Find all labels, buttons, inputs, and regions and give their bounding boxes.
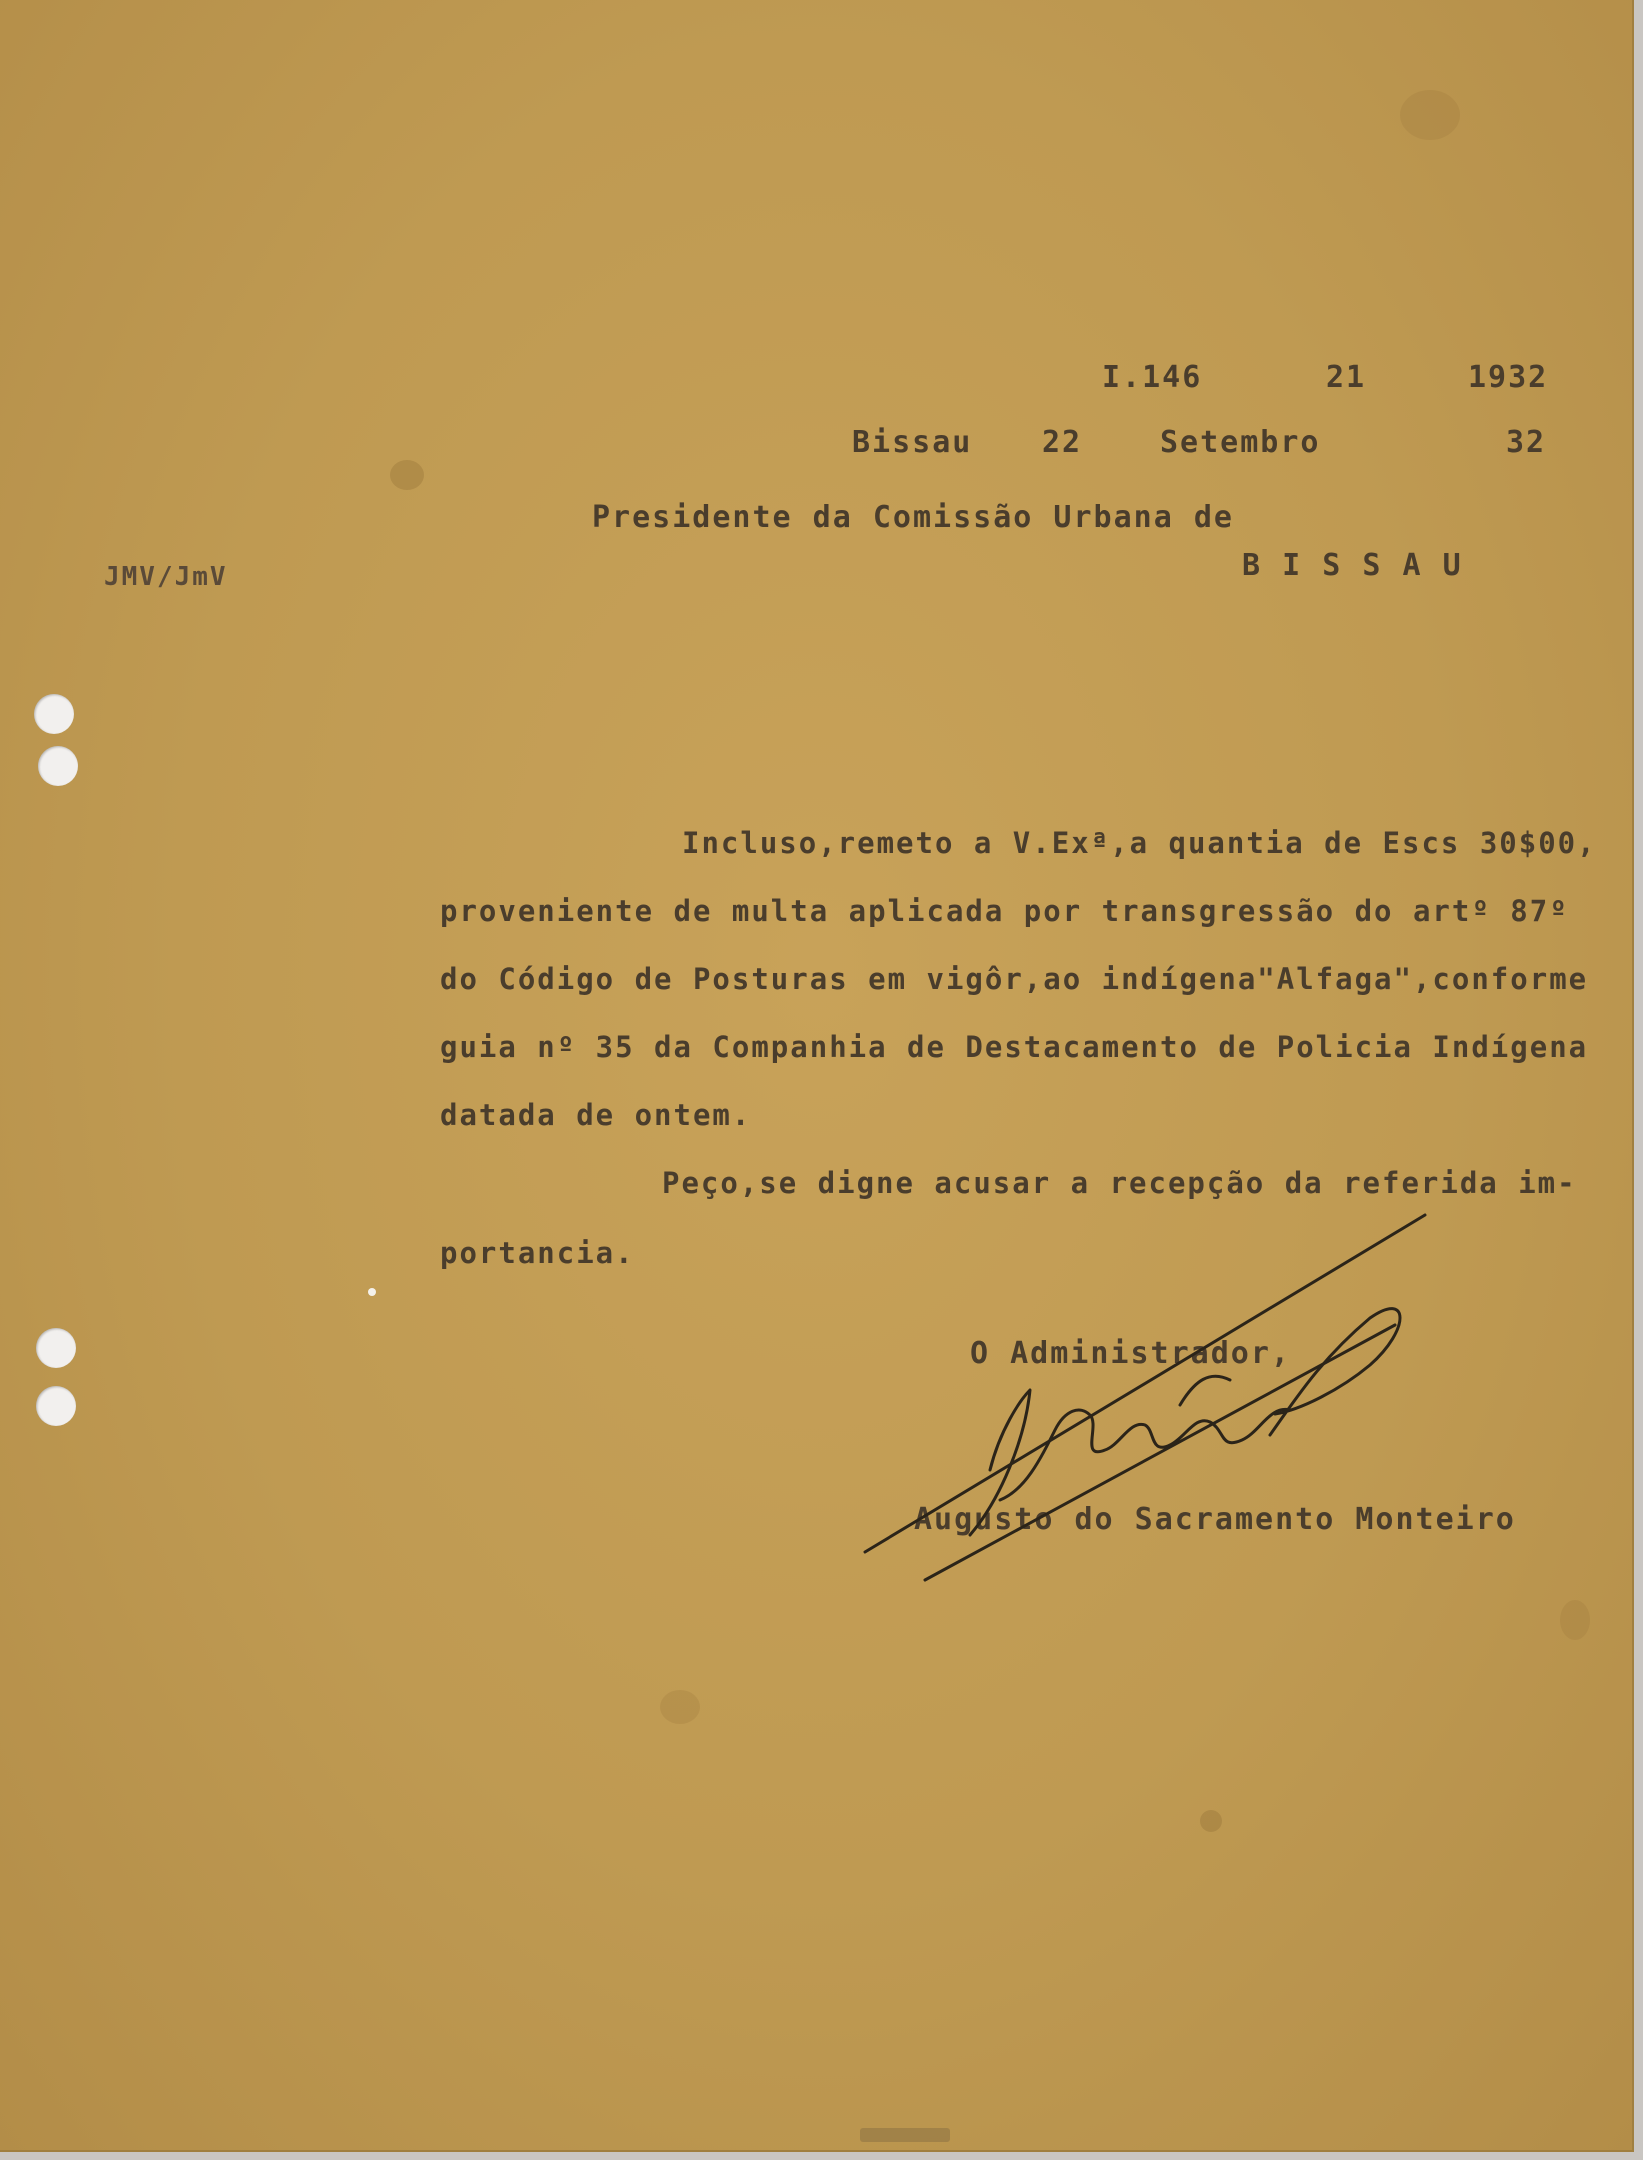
handwritten-signature [850,1200,1430,1600]
date-month: Setembro [1160,425,1321,460]
date-place: Bissau [852,425,973,460]
reference-number: I.146 [1102,360,1203,395]
paper-speck [368,1288,376,1296]
date-day: 22 [1042,425,1083,460]
body-line-5: datada de ontem. [440,1098,752,1132]
paper-stain [390,460,424,490]
typist-initials: JMV/JmV [104,562,228,592]
reference-year: 1932 [1468,360,1549,395]
body-line-6: Peço,se digne acusar a recepção da referida im- [662,1166,1577,1200]
body-line-2: proveniente de multa aplicada por transgressão do artº 87º [440,894,1569,928]
paper-tear [860,2128,950,2142]
paper-stain [660,1690,700,1724]
body-line-7: portancia. [440,1236,635,1270]
body-line-4: guia nº 35 da Companhia de Destacamento de Policia Indígena [440,1030,1589,1064]
body-line-1: Incluso,remeto a V.Exª,a quantia de Escs 30$00, [682,826,1597,860]
punch-hole [38,746,78,786]
paper-stain [1560,1600,1590,1640]
body-line-3: do Código de Posturas em vigôr,ao indígena"Alfaga",conforme [440,962,1589,996]
paper-stain [1400,90,1460,140]
punch-hole [34,694,74,734]
punch-hole [36,1328,76,1368]
date-year: 32 [1506,425,1547,460]
paper-stain [1200,1810,1222,1832]
punch-hole [36,1386,76,1426]
reference-code: 21 [1326,360,1367,395]
signatory-name: Augusto do Sacramento Monteiro [914,1502,1516,1537]
addressee-line-2: B I S S A U [1242,548,1463,583]
addressee-line-1: Presidente da Comissão Urbana de [592,500,1234,535]
closing-title: O Administrador, [970,1336,1291,1371]
